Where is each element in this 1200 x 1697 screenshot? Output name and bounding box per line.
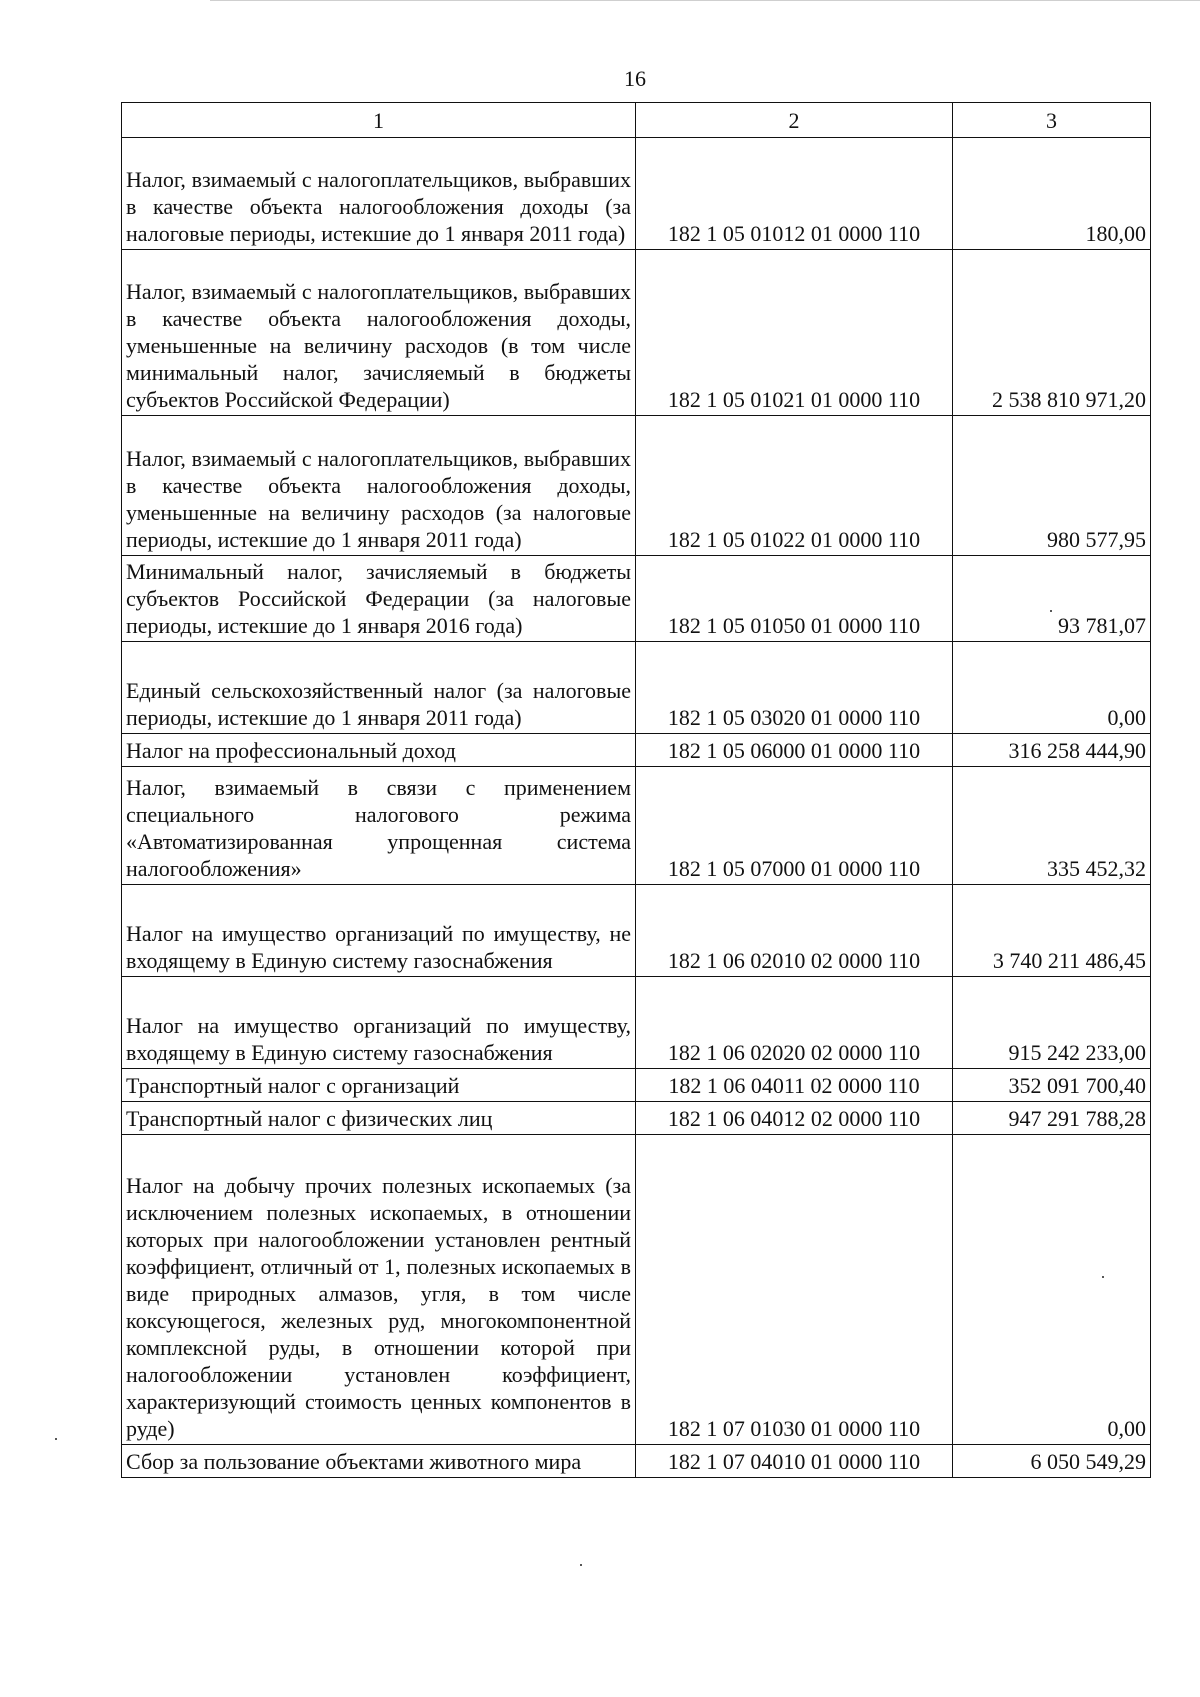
revenue-code: 182 1 05 01012 01 0000 110: [636, 138, 953, 250]
table-row: [122, 416, 1151, 556]
revenue-amount: 2 538 810 971,20: [953, 250, 1151, 416]
revenue-name: Транспортный налог с организаций: [122, 1069, 636, 1102]
revenue-table: [121, 102, 1151, 1478]
revenue-name: Минимальный налог, зачисляемый в бюджеты субъектов Российской Федерации (за налоговые периоды, истекшие до 1 января 2016 года): [122, 556, 636, 642]
table-row: [122, 977, 1151, 1069]
revenue-amount: 6 050 549,29: [953, 1445, 1151, 1478]
scan-speck: [580, 1564, 582, 1566]
column-header-1: 1: [122, 103, 636, 138]
table-row: [122, 767, 1151, 885]
scan-speck: [1050, 610, 1052, 612]
revenue-amount: 180,00: [953, 138, 1151, 250]
table-row: [122, 138, 1151, 250]
revenue-code: 182 1 07 04010 01 0000 110: [636, 1445, 953, 1478]
table-row: [122, 556, 1151, 642]
table-row: [122, 642, 1151, 734]
revenue-code: 182 1 06 04012 02 0000 110: [636, 1102, 953, 1135]
revenue-code: 182 1 06 04011 02 0000 110: [636, 1069, 953, 1102]
revenue-name: Единый сельскохозяйственный налог (за налоговые периоды, истекшие до 1 января 2011 года): [122, 642, 636, 734]
header-row: [122, 103, 1151, 138]
revenue-name: Налог на имущество организаций по имуществу, не входящему в Единую систему газоснабжения: [122, 885, 636, 977]
revenue-amount: 947 291 788,28: [953, 1102, 1151, 1135]
revenue-amount: 335 452,32: [953, 767, 1151, 885]
page-number: 16: [624, 66, 646, 91]
revenue-name: Налог, взимаемый в связи с применением специального налогового режима «Автоматизированная упрощенная система налогообложения»: [122, 767, 636, 885]
table-row: [122, 885, 1151, 977]
column-header-3: 3: [953, 103, 1151, 138]
revenue-amount: 0,00: [953, 642, 1151, 734]
revenue-code: 182 1 05 06000 01 0000 110: [636, 734, 953, 767]
table-row: [122, 1069, 1151, 1102]
scan-speck: [55, 1438, 57, 1440]
revenue-amount: 915 242 233,00: [953, 977, 1151, 1069]
revenue-code: 182 1 05 01050 01 0000 110: [636, 556, 953, 642]
table-row: [122, 1445, 1151, 1478]
revenue-amount: 980 577,95: [953, 416, 1151, 556]
revenue-name: Налог, взимаемый с налогоплательщиков, выбравших в качестве объекта налогообложения доходы, уменьшенные на величину расходов (за налоговые периоды, истекшие до 1 января 2011 года): [122, 416, 636, 556]
table-row: [122, 734, 1151, 767]
revenue-name: Транспортный налог с физических лиц: [122, 1102, 636, 1135]
revenue-amount: 316 258 444,90: [953, 734, 1151, 767]
table-body: [122, 138, 1151, 1478]
table-header: [122, 103, 1151, 138]
revenue-name: Налог на профессиональный доход: [122, 734, 636, 767]
revenue-code: 182 1 06 02010 02 0000 110: [636, 885, 953, 977]
scan-edge-line: [210, 0, 1200, 1]
revenue-amount: 0,00: [953, 1135, 1151, 1445]
column-header-2: 2: [636, 103, 953, 138]
revenue-code: 182 1 07 01030 01 0000 110: [636, 1135, 953, 1445]
revenue-code: 182 1 05 01022 01 0000 110: [636, 416, 953, 556]
revenue-code: 182 1 06 02020 02 0000 110: [636, 977, 953, 1069]
revenue-name: Налог, взимаемый с налогоплательщиков, выбравших в качестве объекта налогообложения доходы (за налоговые периоды, истекшие до 1 января 2011 года): [122, 138, 636, 250]
revenue-name: Налог на имущество организаций по имуществу, входящему в Единую систему газоснабжения: [122, 977, 636, 1069]
revenue-code: 182 1 05 07000 01 0000 110: [636, 767, 953, 885]
revenue-name: Налог на добычу прочих полезных ископаемых (за исключением полезных ископаемых, в отношении которых при налогообложении установлен рентный коэффициент, отличный от 1, полезных ископаемых в виде природных алмазов, угля, в том числе коксующегося, железных руд, многокомпонентной комплексной руды, в отношении которой при налогообложении установлен коэффициент, характеризующий стоимость ценных компонентов в руде): [122, 1135, 636, 1445]
scan-speck: [1102, 1276, 1104, 1278]
revenue-amount: 352 091 700,40: [953, 1069, 1151, 1102]
revenue-amount: 93 781,07: [953, 556, 1151, 642]
revenue-name: Налог, взимаемый с налогоплательщиков, выбравших в качестве объекта налогообложения доходы, уменьшенные на величину расходов (в том числе минимальный налог, зачисляемый в бюджеты субъектов Российской Федерации): [122, 250, 636, 416]
revenue-code: 182 1 05 03020 01 0000 110: [636, 642, 953, 734]
revenue-code: 182 1 05 01021 01 0000 110: [636, 250, 953, 416]
table-row: [122, 250, 1151, 416]
table-row: [122, 1102, 1151, 1135]
revenue-name: Сбор за пользование объектами животного мира: [122, 1445, 636, 1478]
table-row: [122, 1135, 1151, 1445]
revenue-amount: 3 740 211 486,45: [953, 885, 1151, 977]
